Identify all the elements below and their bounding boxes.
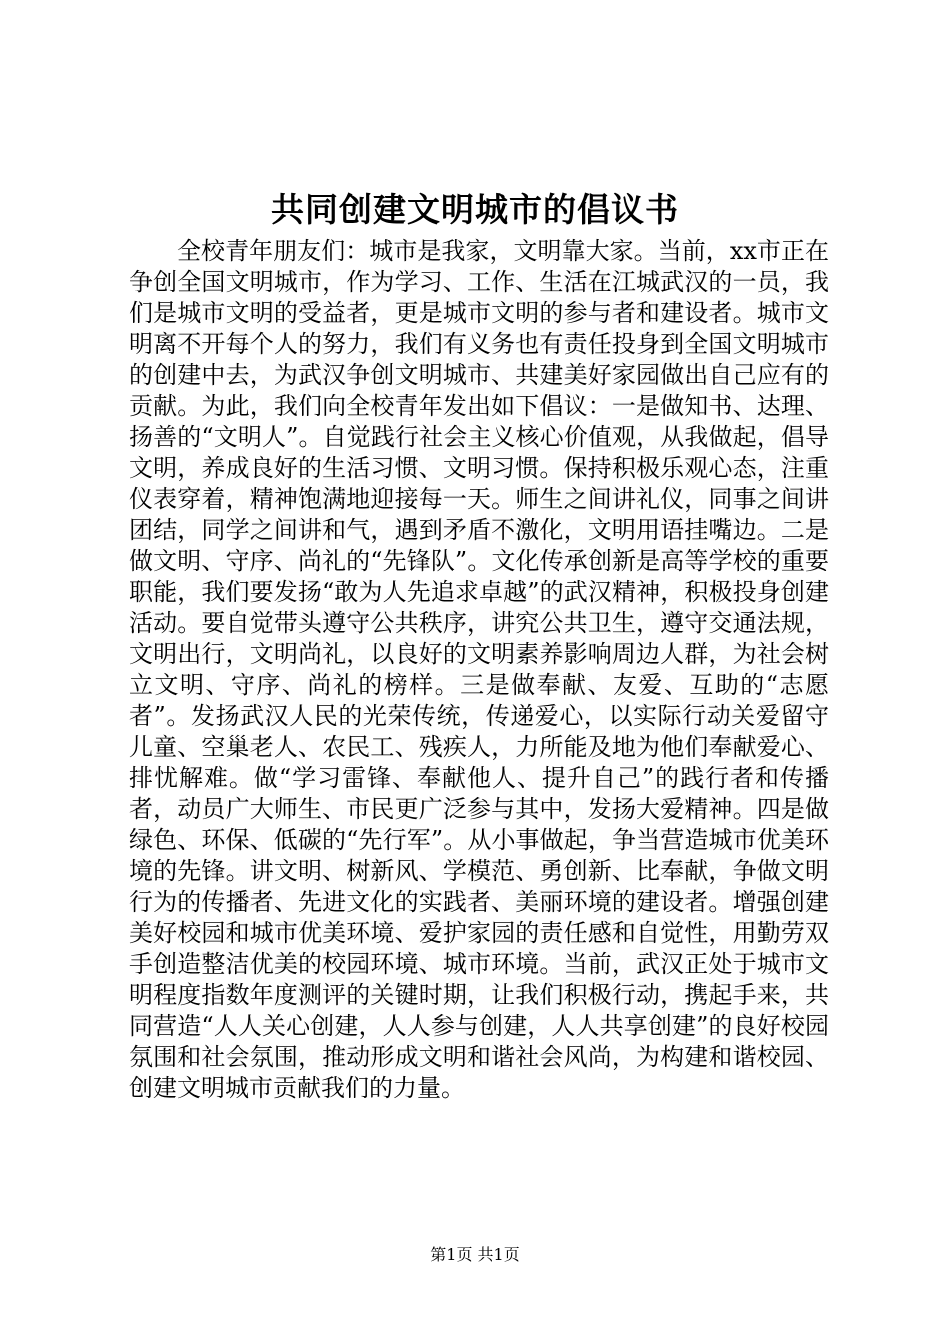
document-body: 全校青年朋友们：城市是我家，文明靠大家。当前，xx市正在争创全国文明城市，作为学习、工作、生活在江城武汉的一员，我们是城市文明的受益者，更是城市文明的参与者和建设者。城市文明离不开每个人的努力，我们有义务也有责任投身到全国文明城市的创建中去，为武汉争创文明城市、共建美好家园做出自己应有的贡献。为此，我们向全校青年发出如下倡议：一是做知书、达理、扬善的“文明人”。自觉践行社会主义核心价值观，从我做起，倡导文明，养成良好的生活习惯、文明习惯。保持积极乐观心态，注重仪表穿着，精神饱满地迎接每一天。师生之间讲礼仪，同事之间讲团结，同学之间讲和气，遇到矛盾不激化，文明用语挂嘴边。二是做文明、守序、尚礼的“先锋队”。文化传承创新是高等学校的重要职能，我们要发扬“敢为人先追求卓越”的武汉精神，积极投身创建活动。要自觉带头遵守公共秩序，讲究公共卫生，遵守交通法规，文明出行，文明尚礼，以良好的文明素养影响周边人群，为社会树立文明、守序、尚礼的榜样。三是做奉献、友爱、互助的“志愿者”。发扬武汉人民的光荣传统，传递爱心，以实际行动关爱留守儿童、空巢老人、农民工、残疾人，力所能及地为他们奉献爱心、排忧解难。做“学习雷锋、奉献他人、提升自己”的践行者和传播者，动员广大师生、市民更广泛参与其中，发扬大爱精神。四是做绿色、环保、低碳的“先行军”。从小事做起，争当营造城市优美环境的先锋。讲文明、树新风、学模范、勇创新、比奉献，争做文明行为的传播者、先进文化的实践者、美丽环境的建设者。增强创建美好校园和城市优美环境、爱护家园的责任感和自觉性，用勤劳双手创造整洁优美的校园环境、城市环境。当前，武汉正处于城市文明程度指数年度测评的关键时期，让我们积极行动，携起手来，共同营造“人人关心创建，人人参与创建，人人共享创建”的良好校园氛围和社会氛围，推动形成文明和谐社会风尚，为构建和谐校园、创建文明城市贡献我们的力量。 [129, 237, 829, 1102]
document-title: 共同创建文明城市的倡议书 [271, 190, 679, 229]
page-footer: 第1页 共1页 [430, 1245, 520, 1264]
